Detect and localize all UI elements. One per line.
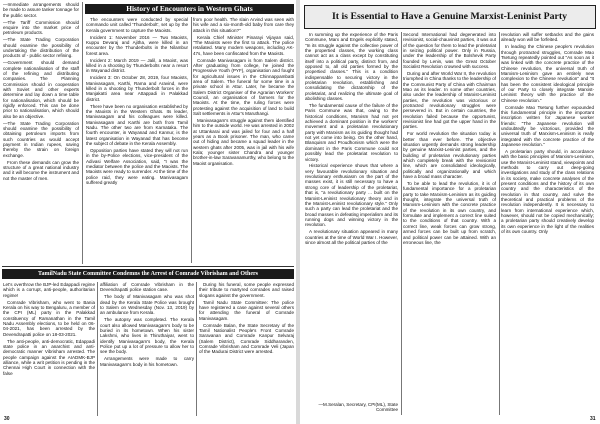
paragraph: For world revolution the situation today is better than ever before. The objective situation urgently demands strong leadership by genuine Marxist-Leninist parties, and the building of proletarian revolutionary parties which completely break with the revisionist line, which are consolidated ideologically, politically and organizationally and which have a broad mass character. bbox=[403, 131, 496, 180]
paragraph: from poor health. The slain Arvind was seen with his wife and a six-month-old baby from care they attack in this situation?" bbox=[193, 17, 294, 33]
column-divider bbox=[82, 2, 83, 264]
paragraph: From these demands can grow the structure of a great national industry and it will become the instrument and not the master of men. bbox=[3, 159, 79, 181]
paragraph: Second International had degenerated into revisionist, social-chauvinist parties, it was out of the question for them to lead the proletariat in seizing political power. Only in Russia, under the leadership of the Bolshevik Party founded by Lenin, was the Great October Socialist Revolution crowned with success. bbox=[403, 32, 496, 70]
article-column-2 bbox=[403, 32, 496, 415]
paragraph: The body of Manivasagam who was shot dead by the Kerala State Police was brought to Salem on Wednesday (Nov. 13, 2019) by an ambulance from Kerala. bbox=[100, 294, 194, 316]
western-ghats-column-1 bbox=[86, 17, 188, 263]
paragraph: A proletarian party should, in accordance with the basic principles of Marxism-Leninism, use the Marxist-Leninist stand, viewpoints and methods to carry out deep-going investigations and study of the class relations in its society, make concrete analyses of the present conditions and the history of its own country and the characteristics of the revolution in that country, and solve the theoretical and practical problems of the revolution independently. It is necessary to learn from international experience which, however, should not be copied mechanically; a proletarian party should creatively develop its own experience in the light of the realities of its own country. Only bbox=[501, 149, 594, 235]
paragraph: —Government should demand complete nationalisation of the staff of the refining and distributing companies. The Planning Commission should in cooperation with Soviet and other experts determine and lay down a time table for nationalisation, which should be rigidly enforced. This can be done prior to nationalisation, which should also be an objective. bbox=[3, 60, 79, 119]
paragraph: Comrade Vibrisham, who went to Bania Kerala on his way to Bengaluru, a member of the CPI (ML) party in the Palakkad constituency of Ramanathan in the Tamil Nadu Assembly elections, to be held on 06-04-2021, has been arrested by the Devendrapatti police on 18-03-2021. bbox=[3, 299, 95, 337]
paragraph: In leading the Chinese people's revolution through protracted struggles, Comrade Mao Tsetung repeatedly pointed out "As soon as it was linked with the concrete practice of the Chinese revolution, the universal truth of Marxism-Leninism gave an entirely new complexion to the Chinese revolution" and "It has been the consistent ideological principle of our Party to closely integrate Marxist-Leninist theory with the practice of the Chinese revolution." bbox=[501, 44, 594, 103]
column-divider bbox=[191, 17, 192, 263]
paragraph: —The State Trading Corporation should examine the possibility of undertaking the distribution of the products of - public sector refining. bbox=[3, 37, 79, 59]
paragraph: The autopsy was completed. The Kerala court also allowed Manivasagam's body to be buried in its hometown. When his sister Lakshmi, who lives in Thiruthaiyar, went to identify Manivasagam's body, the Kerala Police put up a lot of pressure to allow her to see the body. bbox=[100, 317, 194, 355]
paragraph: Manivasagam's struggle against them identified him to the outside world. He was arrested in 2002 at Uttankarai and was jailed for four and a half years as a Book prisoner. The man, who came out of hiding and became a squad leader in the western ghats after 2005, was in jail with his wife Kala; younger sister Chandra and younger brother-in-law Saravanamurthy, who belong to the Maoist organisation. bbox=[193, 117, 294, 166]
signature-text: —M.Seralan, Secretary, CPI(ML), State Committee bbox=[318, 402, 398, 413]
paragraph: Comrade Manivasagam is from Salem district. After graduating from college, he joined the Progressive Youth (PYF), organisation and fought for agricultural issues in the Chinnappambatti area of Salem. The funeral for some time in a private school in Attur. Later, he became the Salem District Organiser of the Agrarian Workers' Council, an organisation of farmers for the Maoists. At the time, the ruling forces were protesting against the acquisition of land to build Salt settlements in Attur's Maruthangi. bbox=[193, 57, 294, 117]
paragraph: Incident 3: On October 28, 2019, four Maoists, Manivasagam, Karthi, Rama and Aravind, were killed in a shooting by Thunderbolt forces in the Manjakatti area near Attappadi in Palakkad district. bbox=[86, 75, 188, 102]
paragraph: affiliation of Comrade Vibrisham in the Devendrapatti police station case. bbox=[100, 282, 194, 293]
paragraph: —Immediate arrangements should be made to assure tanker tonnage for the public sector. bbox=[3, 2, 79, 18]
paragraph: A revolutionary situation appeared in many countries at the time of World War I. However, since almost all the political parties of the bbox=[305, 229, 398, 245]
article-column-3 bbox=[501, 32, 594, 415]
signature bbox=[305, 402, 398, 416]
paragraph: The anti-people, anti-democratic, Edappadi state police in an anarchist and anti-democratic manner Vibrisham arrested. The people campaign against the AIADMK-BJP alliance, while a writ petition is pending in the Chennai High Court in connection with the false bbox=[3, 338, 95, 376]
paragraph: There have been no organisation established by the Maoists in the Western Ghats. Its leader, Manivasagam and his colleagues were killed. Manivasagam and Karthi are both from Tamil Nadu. The other two are from Karnataka. The fourth encounter, in Wayanad and Kannur, is the latest organisation in Wayanad that has become the subject of debate in the Kerala Assembly. bbox=[86, 103, 188, 146]
left-page bbox=[0, 0, 296, 424]
tamil-nadu-headline: TamilNadu State Committee Condemns the Arrest of Comrade Vibrisham and Others bbox=[2, 269, 294, 279]
paragraph: Historical experience shows that where a very favourable revolutionary situation and revolutionary enthusiasm on the part of the masses exist, it is still necessary to have a strong core of leadership of the proletariat, that is, "a revolutionary party ... built on the Marxist-Leninist revolutionary theory and in the Marxist-Leninist revolutionary style." Only such a party can lead the proletariat and the broad masses in defeating imperialism and its running dogs and winning victory in the revolution. bbox=[305, 163, 398, 228]
paragraph: Let's overthrow the BJP-led Edappadi regime which is a corrupt, anti-people, authoritarian regime! bbox=[3, 282, 95, 298]
column-divider bbox=[97, 282, 98, 416]
paragraph: During and after World War II, the revolution triumphed in China thanks to the leadership of the Communist Party of China with Chairman Mao as its leader. In some other countries, also under the leadership of Marxist-Leninist parties, the revolution was victorious or protracted revolutionary struggles were persevered in. But in certain countries, the revolution failed because the opportunist, revisionist line had got the upper hand in the parties. bbox=[403, 71, 496, 130]
paragraph: Comrade Mao Tsetung further expounded this fundamental principle in the important inscription written for Japanese worker friends: "The Japanese revolution will undoubtedly be victorious, provided the universal truth of Marxism-Leninism is really integrated with the concrete practice of the Japanese revolution." bbox=[501, 104, 594, 148]
paragraph: Tamil Nadu State Committee: The police have registered a case against several others for attending the funeral of Comrade Manivasagam. bbox=[199, 299, 294, 321]
tamil-nadu-column-3 bbox=[199, 282, 294, 416]
article-column-1 bbox=[305, 32, 398, 415]
tamil-nadu-column-2 bbox=[100, 282, 194, 416]
section-rule bbox=[2, 266, 294, 267]
right-page bbox=[300, 0, 600, 424]
paragraph: Comrade Balan, the State Secretary of the Tamil Nationalist People's Front Comrade Saravanan and Comrade Kanpur Selvaraj (Salem District), Comrade Siddharanden, Comrade Vibrisham and Comrade Veli (Japan of the Madurai District were arrested. bbox=[199, 322, 294, 355]
paragraph: To be able to lead the revolution, it is of fundamental importance for a proletarian party to take Marxism-Leninism as its guiding thought, integrate the universal truth of Marxism-Leninism with the concrete practice of the revolution in its own country, and formulate and implement a correct line suited to the conditions of that country. With a correct line, weak forces can grow strong, armed forces can be built up from scratch, and political power can be attained. With an erroneous line, the bbox=[403, 181, 496, 245]
paragraph: In summing up the experience of the Paris Commune, Marx and Engels explicitly stated, "In its struggle against the collective power of the propertied classes, the working class cannot act as a class except by constituting itself into a political party, distinct from, and opposed to, all old parties formed by the propertied classes." This is a condition indispensable to securing victory in the proletarian revolution, establishing and consolidating the dictatorship of the proletariat, and realizing the ultimate goal of abolishing classes. bbox=[305, 32, 398, 102]
paragraph: Arrangements were made to carry Manivasagam's body in his hometown. bbox=[100, 356, 194, 367]
paragraph: Opposition parties have stated they will not run in the by-Police elections, vice-president of the Adivasi Welfare Association, said, "I was the mediator between the police and the Maoists. The Maoists were ready to surrender. At the time of the police raid, they were eating. Manivasagam suffered greatly bbox=[86, 147, 188, 185]
article-title: It is Essential to Have a Genuine Marxist-Leninist Party bbox=[331, 11, 568, 22]
paragraph: Incident 1: November 2016 — Two Maoists, Kuppu Devaraj and Ajitha, were killed in an encounter by the Thunderbolts in the Nilambur forest area. bbox=[86, 34, 188, 56]
column-divider bbox=[401, 32, 402, 415]
paragraph: The encounters were conducted by special commando unit called 'Thunderbolt', set up by the Kerala government to capture the Maoists. bbox=[86, 17, 188, 33]
column-divider bbox=[499, 32, 500, 415]
petroleum-demands-column bbox=[3, 2, 79, 264]
page-number: 30 bbox=[4, 416, 10, 422]
paragraph: —The State Trading Corporation should examine the possibility of obtaining petroleum imports from such countries as would accept payment in Indian rupees, saving thereby the strain on foreign exchange. bbox=[3, 120, 79, 158]
paragraph: During his funeral, some people expressed their tribute to martyred comrades and raised slogans against the government. bbox=[199, 282, 294, 298]
paragraph: Incident 2: March 2019 — Jalil, a Maoist, was killed in a shooting by Thunderbolts near a resort in Wayanad district. bbox=[86, 57, 188, 74]
page-number: 31 bbox=[590, 416, 596, 422]
tamil-nadu-column-1 bbox=[3, 282, 95, 416]
western-ghats-headline: History of Encounters in Western Ghats bbox=[85, 4, 294, 14]
paragraph: —The Tariff Commission should enquire into the market price of petroleum products. bbox=[3, 19, 79, 36]
western-ghats-column-2 bbox=[193, 17, 294, 263]
column-divider bbox=[196, 282, 197, 416]
paragraph: The fundamental cause of the failure of the Paris Commune was that, owing to the historical conditions, Marxism had not yet achieved a dominant position in the workers' movement and a proletarian revolutionary party with Marxism as its guiding thought had not yet come into being. On the other hand, Blanquism and Proudhonism which were the dominant in the Paris Commune could not possibly lead the proletariat revolution to victory. bbox=[305, 103, 398, 162]
paragraph: revolution will suffer setbacks and the gains already won will be forfeited. bbox=[501, 32, 594, 43]
paragraph: Kerala Chief Minister Pinarayi Vijayan said, "The Maoists were the first to attack. The police retaliated. Many modern weapons, including AK-47s, have been confiscated from the Maoists. bbox=[193, 34, 294, 56]
